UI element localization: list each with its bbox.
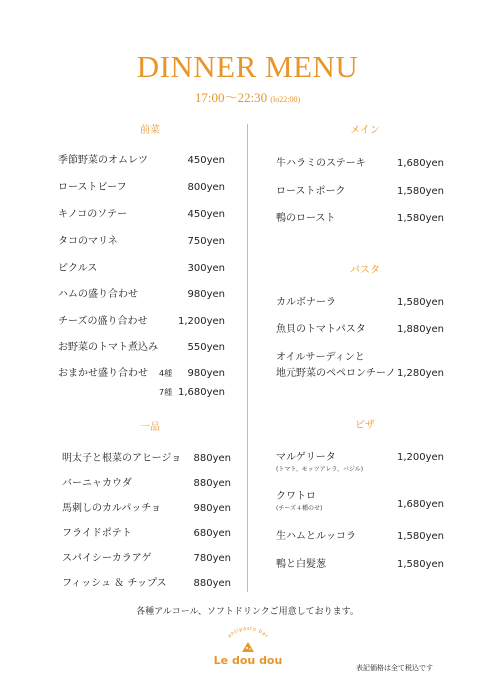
menu-item-name: キノコのソテー [58, 209, 128, 220]
svg-text:antipasto bar [227, 626, 270, 640]
menu-item-price: 880yen [193, 578, 231, 589]
menu-item-price: 450yen [187, 155, 225, 166]
column-divider [247, 124, 248, 592]
menu-item-price: 1,200yen [396, 452, 444, 463]
menu-item-price: 880yen [193, 478, 231, 489]
menu-item-description: (チーズ４種のせ) [276, 505, 323, 512]
menu-item-price: 1,580yen [396, 559, 444, 570]
menu-item-name: チーズの盛り合わせ [58, 316, 148, 327]
menu-item-description: (トマト、モッツアレラ、バジル) [276, 466, 364, 473]
menu-item-name [276, 451, 363, 474]
menu-item-name: ローストビーフ [58, 182, 127, 193]
section-title-ippin: 一品 [140, 422, 160, 433]
menu-item-price: 780yen [193, 553, 231, 564]
logo-emblem-icon [206, 624, 290, 682]
menu-item-price: 550yen [187, 342, 225, 353]
opening-hours [0, 89, 495, 109]
hours-time: 17:00～22:30 [194, 90, 268, 105]
menu-item-price: 1,680yen [177, 387, 225, 398]
menu-item-price: 980yen [187, 368, 225, 379]
menu-item-title: マルゲリータ [276, 452, 336, 463]
tax-note: 表記価格は全て税込です [356, 664, 433, 672]
menu-item-name: 魚貝のトマトパスタ [276, 324, 366, 335]
menu-item-qty: 4種 [159, 369, 173, 378]
menu-item-name: ハムの盛り合わせ [58, 289, 138, 300]
logo-arc-text: antipasto bar [226, 625, 270, 640]
menu-item-price: 1,200yen [177, 316, 225, 327]
section-title-main: メイン [350, 125, 380, 136]
drinks-note: 各種アルコール、ソフトドリンクご用意しております。 [136, 607, 359, 617]
menu-item-name: 地元野菜のペペロンチーノ [276, 368, 396, 379]
menu-item-name: ローストポーク [276, 186, 346, 197]
menu-item-name: 鴨のロースト [276, 213, 336, 224]
menu-item-name: オイルサーディンと [276, 352, 365, 363]
section-title-pizza: ピザ [355, 420, 375, 431]
menu-item-price: 1,880yen [396, 324, 444, 335]
menu-item-name: 生ハムとルッコラ [276, 531, 356, 542]
menu-item-price: 880yen [193, 453, 231, 464]
menu-item-name: フィッシュ ＆ チップス [62, 578, 167, 589]
menu-item-name: お野菜のトマト煮込み [58, 342, 158, 353]
menu-item-price: 1,580yen [396, 213, 444, 224]
menu-item-price: 450yen [187, 209, 225, 220]
logo-text: Le dou dou [213, 654, 283, 667]
menu-item-price: 680yen [193, 528, 231, 539]
menu-item-price: 1,580yen [396, 297, 444, 308]
menu-item-price: 300yen [187, 263, 225, 274]
menu-item-price: 750yen [187, 236, 225, 247]
menu-item-name: バーニャカウダ [62, 478, 132, 489]
menu-item-name: 鴨と白髪葱 [276, 559, 326, 570]
section-title-pasta: パスタ [350, 265, 380, 276]
menu-item-name: フライドポテト [62, 528, 132, 539]
menu-item-name: おまかせ盛り合わせ [58, 368, 148, 379]
menu-item-name: 牛ハラミのステーキ [276, 158, 366, 169]
menu-item-price: 800yen [187, 182, 225, 193]
menu-item-name: 季節野菜のオムレツ [58, 155, 148, 166]
menu-item-price: 980yen [187, 289, 225, 300]
menu-item-name: タコのマリネ [58, 236, 118, 247]
menu-item-qty: 7種 [159, 388, 173, 397]
menu-item-price: 1,580yen [396, 186, 444, 197]
menu-item-name: スパイシーカラアゲ [62, 553, 152, 564]
menu-item-price: 980yen [193, 503, 231, 514]
menu-item-price: 1,280yen [396, 368, 444, 379]
menu-item-name: ピクルス [58, 263, 98, 274]
menu-title: DINNER MENU [136, 49, 359, 84]
menu-item-price: 1,680yen [396, 499, 444, 510]
restaurant-logo [206, 624, 290, 682]
menu-item-price: 1,680yen [396, 158, 444, 169]
menu-item-name: カルボナーラ [276, 297, 336, 308]
menu-item-name: 馬刺しのカルパッチョ [62, 503, 161, 514]
menu-item-title: クワトロ [276, 491, 316, 502]
menu-item-name [276, 490, 322, 513]
section-title-zensai: 前菜 [140, 125, 160, 136]
menu-item-name: 明太子と根菜のアヒージョ [62, 453, 182, 464]
menu-item-price: 1,580yen [396, 531, 444, 542]
last-order: (lo22:00) [270, 95, 301, 104]
